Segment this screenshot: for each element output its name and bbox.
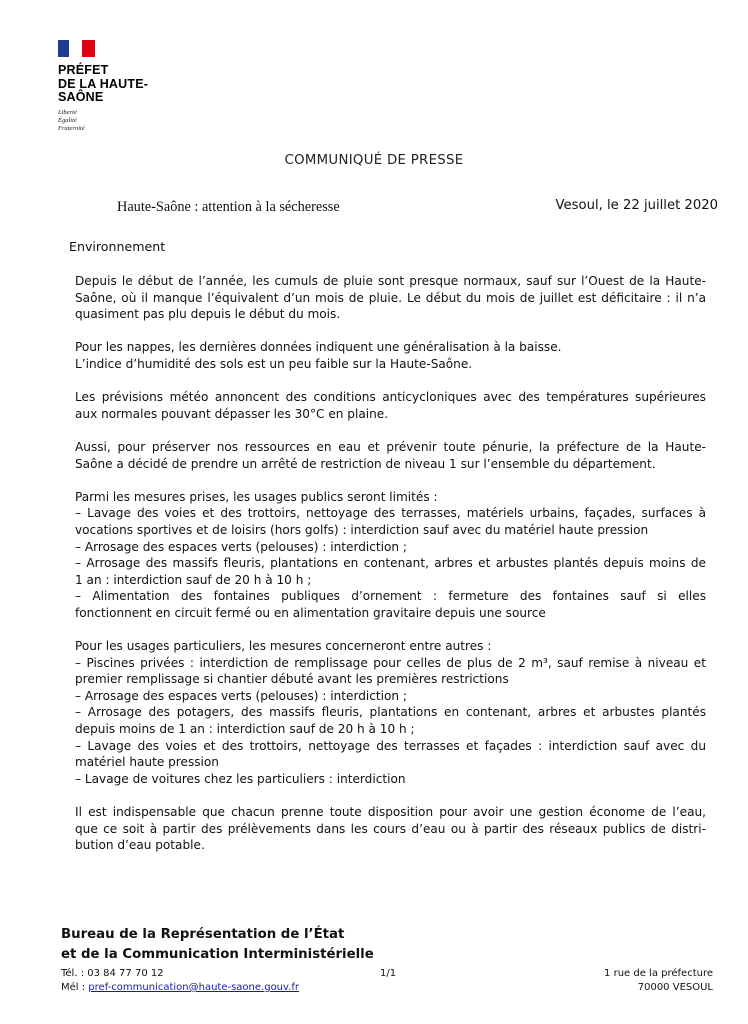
- address-block: [604, 967, 713, 995]
- motto-line: Fraternité: [58, 124, 85, 132]
- list-item: – Piscines privées : interdiction de remplissage pour celles de plus de 2 m³, sauf remise à niveau et: [75, 655, 706, 670]
- release-category: Environnement: [69, 239, 166, 254]
- french-flag-icon: [58, 40, 95, 57]
- release-date: Vesoul, le 22 juillet 2020: [555, 198, 718, 213]
- paragraph-conclusion: [75, 804, 706, 854]
- list-item: – Arrosage des espaces verts (pelouses) : interdiction ;: [75, 688, 408, 703]
- paragraph-decision: [75, 439, 706, 472]
- page-number: 1/1: [380, 968, 397, 979]
- prefet-title-line: PRÉFET: [58, 63, 109, 77]
- flag-blue-stripe: [58, 40, 69, 57]
- prefet-title: [58, 64, 153, 105]
- paragraph-private-measures: [75, 638, 706, 787]
- body-line: premier remplissage si chantier débuté avant les premières restrictions: [75, 672, 509, 687]
- bureau-name-line: Bureau de la Représentation de l’État: [61, 927, 345, 942]
- body-line: Aussi, pour préserver nos ressources en eau et prévenir toute pénurie, la préfecture de la Haute-: [75, 439, 706, 454]
- flag-red-stripe: [82, 40, 95, 57]
- phone-number: Tél. : 03 84 77 70 12: [61, 968, 164, 979]
- list-item: – Arrosage des potagers, des massifs fleuris, plantations en contenant, arbres et arbustes plantés: [75, 705, 706, 720]
- body-line: Pour les usages particuliers, les mesures concerneront entre autres :: [75, 639, 492, 654]
- release-subject: Haute-Saône : attention à la sécheresse: [117, 199, 340, 215]
- body-line: depuis moins de 1 an : interdiction sauf de 20 h à 10 h ;: [75, 722, 415, 737]
- body-line: Saône, où il manque l’équivalent d’un mois de pluie. Le début du mois de juillet est déficitaire : il n’a: [75, 290, 706, 305]
- body-line: quasiment pas plu depuis le début du mois.: [75, 307, 341, 322]
- body-line: Saône a décidé de prendre un arrêté de restriction de niveau 1 sur l’ensemble du département.: [75, 456, 656, 471]
- contact-block: [61, 967, 299, 995]
- bureau-name-line: et de la Communication Interministérielle: [61, 947, 374, 962]
- body-line: Il est indispensable que chacun prenne toute disposition pour avoir une gestion économe de l’eau,: [75, 805, 706, 819]
- prefecture-logo: [58, 40, 153, 133]
- release-body: [75, 273, 706, 870]
- email-label: Mél :: [61, 982, 89, 993]
- body-line: L’indice d’humidité des sols est un peu faible sur la Haute-Saône.: [75, 356, 473, 371]
- body-line: Depuis le début de l’année, les cumuls de pluie sont presque normaux, sauf sur l’Ouest de la Haute-: [75, 274, 706, 288]
- motto-line: Égalité: [58, 116, 77, 124]
- press-release-title: COMMUNIQUÉ DE PRESSE: [284, 153, 464, 168]
- paragraph-rainfall: [75, 273, 706, 323]
- body-line: 1 an : interdiction sauf de 20 h à 10 h ;: [75, 572, 312, 587]
- body-line: aux normales pouvant dépasser les 30°C en plaine.: [75, 406, 389, 421]
- address-street: 1 rue de la préfecture: [604, 968, 713, 979]
- motto-line: Liberté: [58, 108, 77, 116]
- paragraph-public-measures: [75, 489, 706, 622]
- list-item: – Lavage des voies et des trottoirs, nettoyage des terrasses et façades : interdiction sauf avec du: [75, 738, 706, 753]
- list-item: – Arrosage des espaces verts (pelouses) : interdiction ;: [75, 539, 408, 554]
- body-line: vocations sportives et de loisirs (hors golfs) : interdiction sauf avec du matériel haute pression: [75, 522, 649, 537]
- prefet-title-line: SAÔNE: [58, 90, 104, 104]
- body-line: fonctionnent en circuit fermé ou en alimentation gravitaire depuis une source: [75, 605, 546, 620]
- list-item: – Alimentation des fontaines publiques d’ornement : fermeture des fontaines sauf si elles: [75, 589, 706, 604]
- address-city: 70000 VESOUL: [637, 982, 713, 993]
- flag-white-stripe: [69, 40, 82, 57]
- body-line: matériel haute pression: [75, 755, 219, 770]
- body-line: Les prévisions météo annoncent des conditions anticycloniques avec des températures supérieures: [75, 390, 706, 405]
- issuing-bureau: [61, 925, 374, 965]
- prefet-title-line: DE LA HAUTE-: [58, 76, 149, 91]
- body-line: que ce soit à partir des prélèvements dans les cours d’eau ou à partir des réseaux publics de distri-: [75, 821, 706, 836]
- paragraph-forecast: [75, 389, 706, 422]
- body-line: Pour les nappes, les dernières données indiquent une généralisation à la baisse.: [75, 340, 562, 355]
- email-line: [61, 981, 299, 995]
- republic-motto: [58, 109, 153, 133]
- list-item: – Lavage des voies et des trottoirs, nettoyage des terrasses, matériels urbains, façades, surfaces à: [75, 506, 706, 521]
- email-link[interactable]: pref-communication@haute-saone.gouv.fr: [88, 982, 299, 993]
- list-item: – Arrosage des massifs fleuris, plantations en contenant, arbres et arbustes plantés depuis moins de: [75, 556, 706, 571]
- list-item: – Lavage de voitures chez les particuliers : interdiction: [75, 771, 406, 786]
- body-line: bution d’eau potable.: [75, 838, 205, 853]
- paragraph-groundwater: [75, 339, 706, 372]
- body-line: Parmi les mesures prises, les usages publics seront limités :: [75, 489, 438, 504]
